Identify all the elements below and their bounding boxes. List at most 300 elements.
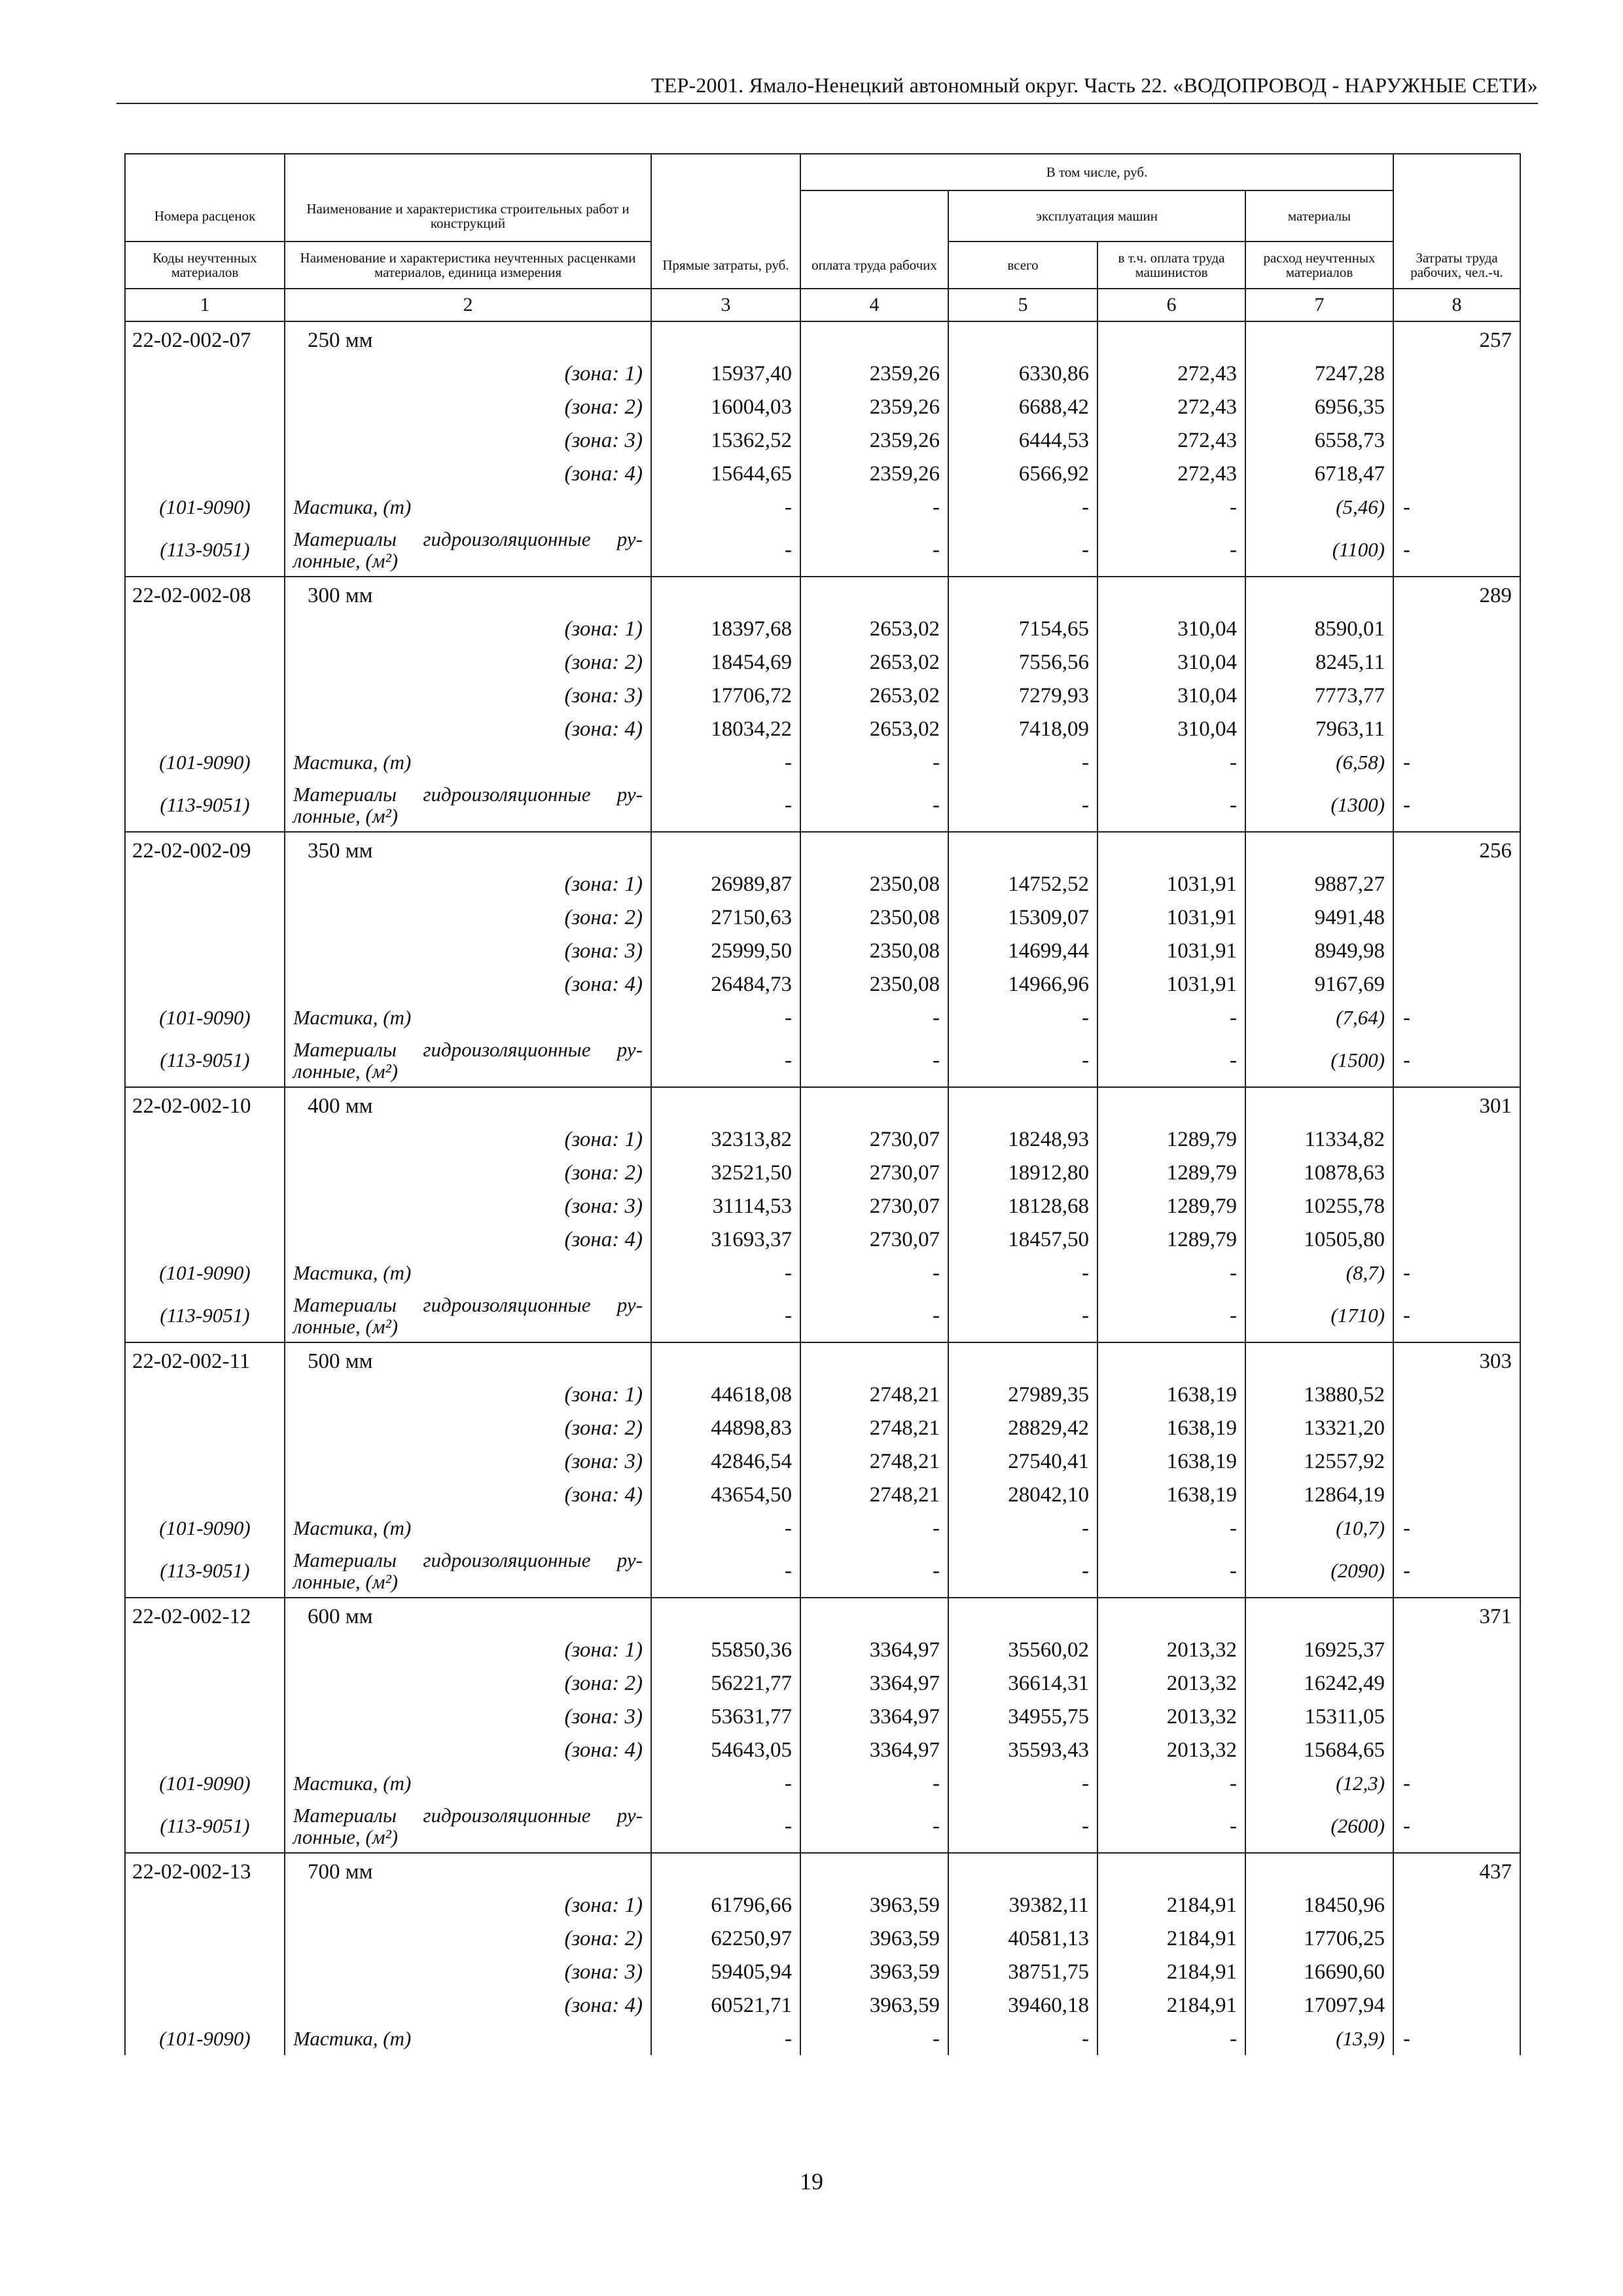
dash: - [651,1800,800,1853]
dash: - [651,1767,800,1800]
materials-cost: 8949,98 [1245,934,1393,967]
page-number: 19 [800,2168,823,2195]
zone-row [125,1888,1520,1922]
machinist-wages: 2013,32 [1097,1700,1245,1733]
dash: - [800,524,948,577]
rate-code: 22-02-002-13 [125,1853,285,1888]
empty-cell [1097,832,1245,867]
zone-label: (зона: 4) [285,457,651,490]
material-row [125,1800,1520,1853]
dash: - [948,1767,1097,1800]
material-amount: (5,46) [1245,490,1393,524]
labor-cost: 257 [1393,321,1520,357]
material-amount: (2600) [1245,1800,1393,1853]
empty-cell [651,1087,800,1122]
machinist-wages: 272,43 [1097,390,1245,423]
empty-cell [651,321,800,357]
machines-cost: 18457,50 [948,1223,1097,1256]
wages-cost: 2350,08 [800,901,948,934]
direct-cost: 44898,83 [651,1411,800,1444]
material-amount: (1300) [1245,779,1393,832]
material-row [125,1001,1520,1034]
empty-cell [800,321,948,357]
empty-cell [948,1598,1097,1633]
materials-cost: 10255,78 [1245,1189,1393,1223]
machines-cost: 7279,93 [948,679,1097,712]
direct-cost: 15362,52 [651,423,800,457]
zone-row [125,934,1520,967]
header-blank [800,190,948,242]
empty-cell [125,1378,285,1411]
material-name [285,524,651,577]
material-name: Мастика, (т) [285,1511,651,1545]
materials-cost: 10878,63 [1245,1156,1393,1189]
material-name: Мастика, (т) [285,2022,651,2055]
empty-cell [651,577,800,612]
wages-cost: 2359,26 [800,390,948,423]
zone-row [125,1633,1520,1666]
wages-cost: 2748,21 [800,1444,948,1478]
zone-row [125,1922,1520,1955]
wages-cost: 2350,08 [800,934,948,967]
direct-cost: 17706,72 [651,679,800,712]
empty-cell [1393,645,1520,679]
materials-cost: 8590,01 [1245,612,1393,645]
empty-cell [1393,901,1520,934]
dash: - [800,2022,948,2055]
empty-cell [125,1189,285,1223]
dash: - [651,1034,800,1087]
machinist-wages: 1638,19 [1097,1478,1245,1511]
dash: - [800,779,948,832]
zone-row [125,1444,1520,1478]
zone-label: (зона: 2) [285,1666,651,1700]
zone-row [125,1122,1520,1156]
material-code: (101-9090) [125,2022,285,2055]
material-code: (101-9090) [125,1001,285,1034]
wages-cost: 2730,07 [800,1122,948,1156]
zone-row [125,1411,1520,1444]
header-direct: Прямые затраты, руб. [651,242,800,289]
machines-cost: 6444,53 [948,423,1097,457]
empty-cell [1097,321,1245,357]
materials-cost: 16242,49 [1245,1666,1393,1700]
empty-cell [1393,357,1520,390]
zone-label: (зона: 3) [285,1700,651,1733]
dash: - [800,1545,948,1598]
empty-cell [125,1633,285,1666]
empty-cell [125,1733,285,1767]
wages-cost: 2350,08 [800,967,948,1001]
empty-cell [1393,612,1520,645]
dash: - [800,1256,948,1289]
material-name-line: Материалы гидроизоляционные ру- [293,528,643,550]
header-materials-use: расход неучтенных материалов [1245,242,1393,289]
column-number: 7 [1245,289,1393,321]
wages-cost: 3364,97 [800,1633,948,1666]
empty-cell [125,1988,285,2022]
empty-cell [1393,1633,1520,1666]
pipe-size: 700 мм [285,1853,651,1888]
material-row [125,1545,1520,1598]
dash: - [948,745,1097,779]
rate-code: 22-02-002-12 [125,1598,285,1633]
material-code: (113-9051) [125,524,285,577]
rate-code: 22-02-002-09 [125,832,285,867]
material-row [125,779,1520,832]
material-row [125,1767,1520,1800]
empty-cell [1393,1122,1520,1156]
header-mat-names: Наименование и характеристика неучтенных расценками материалов, единица измерения [285,242,651,289]
zone-label: (зона: 4) [285,1223,651,1256]
header-blank [1393,190,1520,242]
dash: - [948,1511,1097,1545]
wages-cost: 2653,02 [800,712,948,745]
dash: - [651,524,800,577]
materials-cost: 17097,94 [1245,1988,1393,2022]
material-name [285,1545,651,1598]
rate-header-row [125,577,1520,612]
empty-cell [125,1156,285,1189]
material-name-line: лонные, (м²) [293,1825,399,1848]
dash: - [948,779,1097,832]
machinist-wages: 1638,19 [1097,1444,1245,1478]
empty-cell [1245,577,1393,612]
machines-cost: 14752,52 [948,867,1097,901]
machines-cost: 34955,75 [948,1700,1097,1733]
machinist-wages: 1289,79 [1097,1122,1245,1156]
empty-cell [948,321,1097,357]
empty-cell [1393,1156,1520,1189]
material-row [125,524,1520,577]
empty-cell [125,390,285,423]
header-blank [285,154,651,190]
materials-cost: 17706,25 [1245,1922,1393,1955]
rates-table [124,153,1521,2055]
wages-cost: 2653,02 [800,679,948,712]
empty-cell [125,679,285,712]
zone-row [125,1156,1520,1189]
material-name-line: лонные, (м²) [293,1315,399,1338]
dash: - [948,1545,1097,1598]
empty-cell [1245,1087,1393,1122]
direct-cost: 32313,82 [651,1122,800,1156]
header-blank [651,154,800,190]
materials-cost: 13321,20 [1245,1411,1393,1444]
wages-cost: 3963,59 [800,1988,948,2022]
empty-cell [948,1087,1097,1122]
empty-cell [1393,390,1520,423]
empty-cell [948,1342,1097,1378]
dash: - [1097,1001,1245,1034]
dash: - [1097,524,1245,577]
material-code: (113-9051) [125,779,285,832]
empty-cell [1393,1955,1520,1988]
empty-cell [1245,1342,1393,1378]
zone-row [125,612,1520,645]
machinist-wages: 2184,91 [1097,1888,1245,1922]
machines-cost: 35560,02 [948,1633,1097,1666]
dash: - [800,490,948,524]
zone-row [125,357,1520,390]
material-row [125,1256,1520,1289]
wages-cost: 3364,97 [800,1733,948,1767]
empty-cell [1245,832,1393,867]
dash: - [1097,745,1245,779]
rate-header-row [125,1342,1520,1378]
empty-cell [125,612,285,645]
direct-cost: 31114,53 [651,1189,800,1223]
machines-cost: 6566,92 [948,457,1097,490]
zone-row [125,1988,1520,2022]
zone-row [125,712,1520,745]
materials-cost: 9167,69 [1245,967,1393,1001]
empty-cell [651,1342,800,1378]
column-number: 8 [1393,289,1520,321]
machines-cost: 27989,35 [948,1378,1097,1411]
direct-cost: 18034,22 [651,712,800,745]
empty-cell [948,1853,1097,1888]
direct-cost: 54643,05 [651,1733,800,1767]
direct-cost: 26484,73 [651,967,800,1001]
dash: - [651,1511,800,1545]
empty-cell [125,1922,285,1955]
empty-cell [1393,457,1520,490]
pipe-size: 300 мм [285,577,651,612]
zone-label: (зона: 3) [285,423,651,457]
material-code: (101-9090) [125,745,285,779]
direct-cost: 26989,87 [651,867,800,901]
dash: - [948,524,1097,577]
zone-label: (зона: 3) [285,1189,651,1223]
dash: - [800,1034,948,1087]
column-number: 2 [285,289,651,321]
zone-label: (зона: 3) [285,679,651,712]
zone-row [125,645,1520,679]
machines-cost: 7418,09 [948,712,1097,745]
dash: - [651,2022,800,2055]
zone-row [125,901,1520,934]
empty-cell [1097,1598,1245,1633]
zone-row [125,679,1520,712]
empty-cell [125,1444,285,1478]
material-name: Мастика, (т) [285,490,651,524]
dash: - [1393,1800,1520,1853]
dash: - [1097,1256,1245,1289]
zone-label: (зона: 1) [285,1122,651,1156]
rate-code: 22-02-002-08 [125,577,285,612]
wages-cost: 2350,08 [800,867,948,901]
zone-label: (зона: 2) [285,901,651,934]
zone-row [125,967,1520,1001]
material-row [125,1289,1520,1342]
dash: - [1097,779,1245,832]
pipe-size: 500 мм [285,1342,651,1378]
empty-cell [800,1853,948,1888]
rate-header-row [125,1598,1520,1633]
dash: - [948,2022,1097,2055]
rate-code: 22-02-002-07 [125,321,285,357]
zone-label: (зона: 4) [285,1988,651,2022]
machinist-wages: 2184,91 [1097,1922,1245,1955]
material-name-line: Материалы гидроизоляционные ру- [293,1293,643,1316]
dash: - [1097,1034,1245,1087]
material-name-line: лонные, (м²) [293,1570,399,1593]
empty-cell [1393,712,1520,745]
machines-cost: 39460,18 [948,1988,1097,2022]
material-code: (101-9090) [125,490,285,524]
zone-label: (зона: 3) [285,1955,651,1988]
labor-cost: 289 [1393,577,1520,612]
column-number: 3 [651,289,800,321]
empty-cell [1393,867,1520,901]
machines-cost: 36614,31 [948,1666,1097,1700]
material-name-line: лонные, (м²) [293,1060,399,1083]
dash: - [800,745,948,779]
empty-cell [800,1087,948,1122]
empty-cell [125,712,285,745]
direct-cost: 25999,50 [651,934,800,967]
wages-cost: 2748,21 [800,1378,948,1411]
materials-cost: 18450,96 [1245,1888,1393,1922]
material-name [285,1289,651,1342]
dash: - [1393,524,1520,577]
material-amount: (1710) [1245,1289,1393,1342]
column-number: 4 [800,289,948,321]
machinist-wages: 1031,91 [1097,967,1245,1001]
empty-cell [1097,1853,1245,1888]
header-blank [1393,154,1520,190]
empty-cell [1097,1087,1245,1122]
material-name-line: Материалы гидроизоляционные ру- [293,783,643,806]
empty-cell [125,357,285,390]
machinist-wages: 272,43 [1097,457,1245,490]
zone-row [125,423,1520,457]
machines-cost: 6330,86 [948,357,1097,390]
dash: - [948,1256,1097,1289]
dash: - [651,1256,800,1289]
dash: - [800,1289,948,1342]
machinist-wages: 310,04 [1097,645,1245,679]
empty-cell [1393,1378,1520,1411]
machinist-wages: 310,04 [1097,679,1245,712]
rates-body [125,321,1520,2055]
material-amount: (12,3) [1245,1767,1393,1800]
empty-cell [1393,1189,1520,1223]
rate-header-row [125,1853,1520,1888]
dash: - [1393,1511,1520,1545]
dash: - [651,779,800,832]
header-labor: Затраты труда рабочих, чел.-ч. [1393,242,1520,289]
dash: - [800,1767,948,1800]
direct-cost: 18454,69 [651,645,800,679]
zone-label: (зона: 2) [285,1156,651,1189]
direct-cost: 15644,65 [651,457,800,490]
header-blank [125,154,285,190]
direct-cost: 31693,37 [651,1223,800,1256]
material-name: Мастика, (т) [285,1256,651,1289]
machinist-wages: 1289,79 [1097,1223,1245,1256]
labor-cost: 301 [1393,1087,1520,1122]
direct-cost: 27150,63 [651,901,800,934]
dash: - [1097,1767,1245,1800]
empty-cell [1393,1223,1520,1256]
dash: - [1393,1001,1520,1034]
dash: - [651,745,800,779]
zone-label: (зона: 2) [285,1922,651,1955]
empty-cell [125,967,285,1001]
dash: - [651,1289,800,1342]
wages-cost: 3364,97 [800,1666,948,1700]
header-wages: оплата труда рабочих [800,242,948,289]
empty-cell [125,1122,285,1156]
direct-cost: 62250,97 [651,1922,800,1955]
direct-cost: 55850,36 [651,1633,800,1666]
labor-cost: 303 [1393,1342,1520,1378]
header-materials: материалы [1245,190,1393,242]
zone-label: (зона: 3) [285,934,651,967]
material-row [125,1034,1520,1087]
empty-cell [125,934,285,967]
wages-cost: 3364,97 [800,1700,948,1733]
dash: - [1097,1545,1245,1598]
wages-cost: 2730,07 [800,1189,948,1223]
machinist-wages: 272,43 [1097,423,1245,457]
machines-cost: 18912,80 [948,1156,1097,1189]
machines-cost: 38751,75 [948,1955,1097,1988]
dash: - [1097,2022,1245,2055]
wages-cost: 3963,59 [800,1888,948,1922]
direct-cost: 32521,50 [651,1156,800,1189]
empty-cell [125,457,285,490]
wages-cost: 2653,02 [800,645,948,679]
dash: - [1097,490,1245,524]
zone-row [125,1378,1520,1411]
machines-cost: 39382,11 [948,1888,1097,1922]
direct-cost: 15937,40 [651,357,800,390]
direct-cost: 43654,50 [651,1478,800,1511]
pipe-size: 350 мм [285,832,651,867]
wages-cost: 2359,26 [800,423,948,457]
header-machines-total: всего [948,242,1097,289]
empty-cell [125,1666,285,1700]
dash: - [1097,1511,1245,1545]
machines-cost: 7556,56 [948,645,1097,679]
empty-cell [125,1888,285,1922]
machinist-wages: 2184,91 [1097,1988,1245,2022]
labor-cost: 256 [1393,832,1520,867]
empty-cell [800,1342,948,1378]
dash: - [1393,1767,1520,1800]
empty-cell [1393,1922,1520,1955]
zone-row [125,1733,1520,1767]
header-machines: эксплуатация машин [948,190,1245,242]
dash: - [1097,1800,1245,1853]
dash: - [651,490,800,524]
zone-label: (зона: 2) [285,645,651,679]
machinist-wages: 310,04 [1097,712,1245,745]
empty-cell [1245,321,1393,357]
dash: - [651,1001,800,1034]
dash: - [1393,779,1520,832]
rate-header-row [125,1087,1520,1122]
material-code: (101-9090) [125,1767,285,1800]
material-amount: (10,7) [1245,1511,1393,1545]
empty-cell [800,832,948,867]
labor-cost: 371 [1393,1598,1520,1633]
wages-cost: 2730,07 [800,1223,948,1256]
materials-cost: 9491,48 [1245,901,1393,934]
